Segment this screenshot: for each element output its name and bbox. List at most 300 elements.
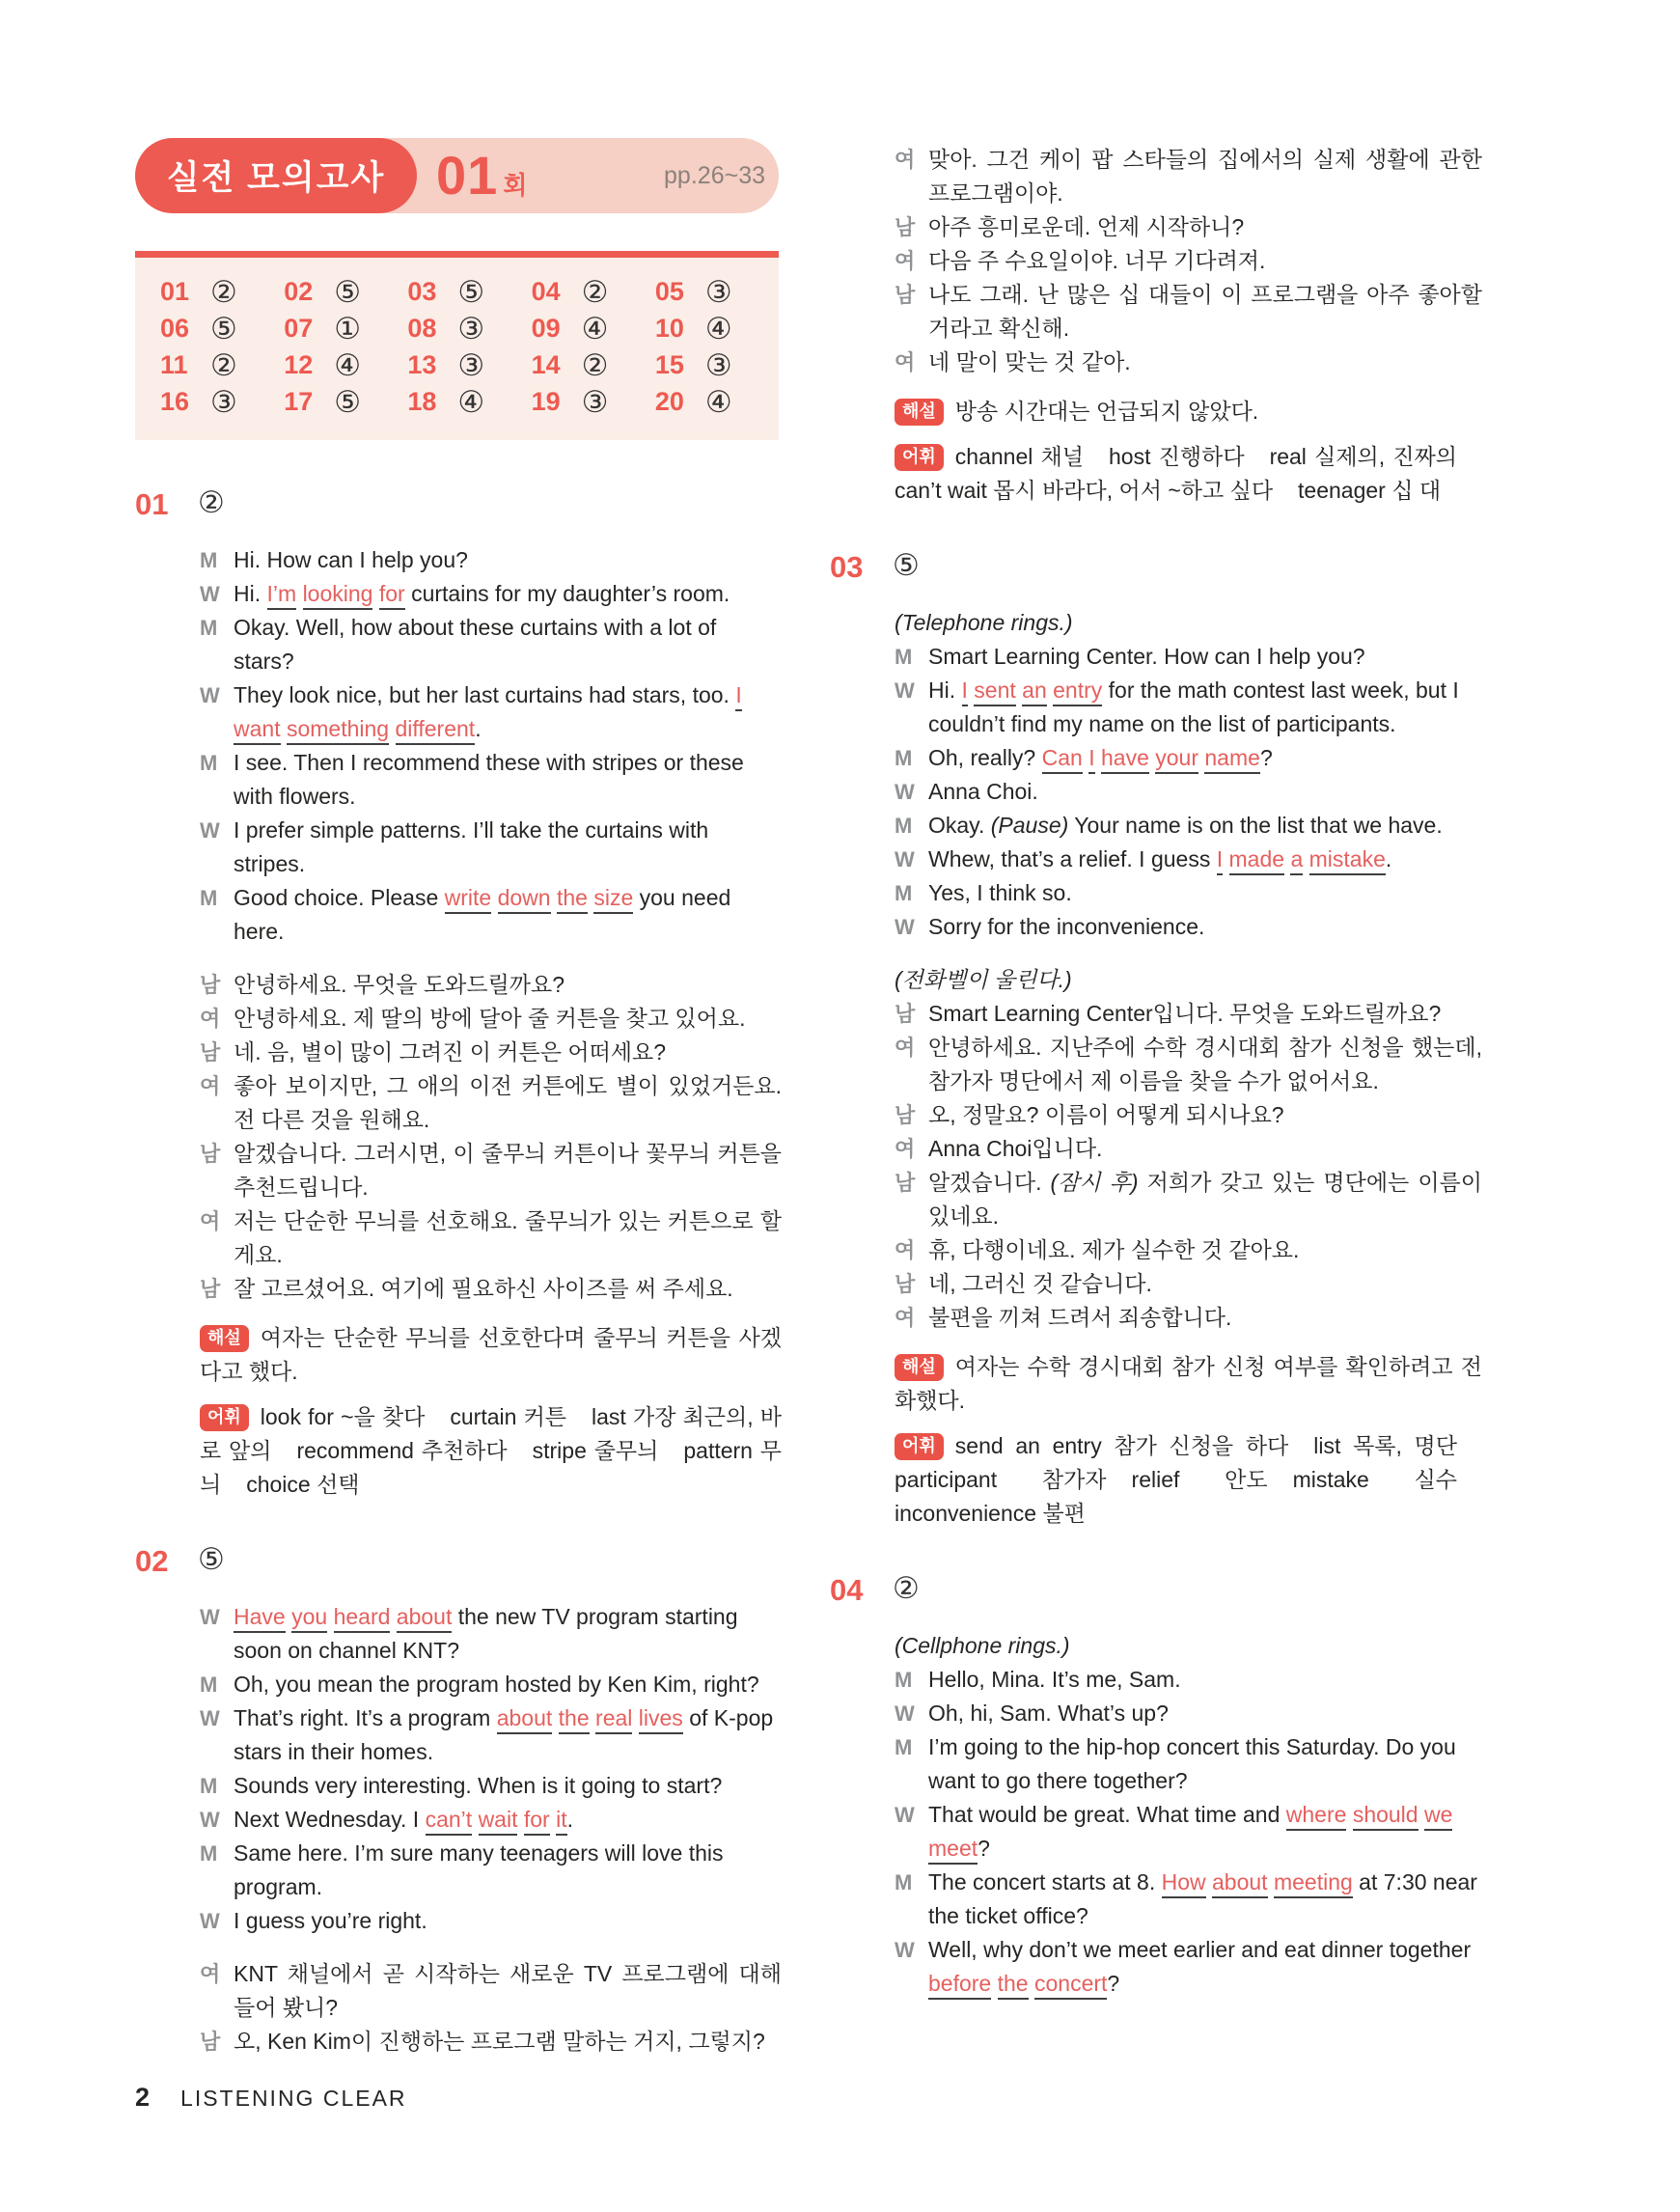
- speaker-label: 여: [200, 1007, 221, 1031]
- highlighted-word: about: [397, 1604, 453, 1633]
- dialog-line: [135, 1036, 782, 1069]
- dialog-text-segment: I guess you’re right.: [234, 1908, 427, 1933]
- dialog-line: [135, 1272, 782, 1306]
- highlighted-word: a: [1290, 846, 1303, 875]
- speaker-label: W: [200, 1808, 220, 1832]
- dialog-text-segment: (Cellphone rings.): [895, 1633, 1070, 1658]
- dialog-text-segment: 불편을 끼쳐 드려서 죄송합니다.: [928, 1305, 1232, 1330]
- dialog-text-segment: 맞아. 그건 케이 팝 스타들의 집에서의 실제 생활에 관한 프로그램이야.: [928, 147, 1482, 206]
- dialog-text-segment: Whew, that’s a relief. I guess: [928, 846, 1217, 871]
- answer-cell: [531, 274, 655, 309]
- book-title: LISTENING CLEAR: [180, 2086, 407, 2111]
- speaker-label: W: [200, 1909, 220, 1933]
- answer-question-number: 13: [407, 349, 437, 379]
- vocab-meaning: 실제의, 진짜의: [1314, 444, 1458, 469]
- dialog-line: [135, 1069, 782, 1137]
- dialog-line: [830, 910, 1482, 944]
- speaker-label: W: [895, 847, 915, 871]
- highlighted-word: the: [559, 1705, 590, 1734]
- speaker-label: 여: [895, 1306, 916, 1330]
- dialog-text-segment: (Telephone rings.): [895, 610, 1073, 635]
- answer-choice: ⑤: [334, 384, 361, 419]
- highlighted-phrase: [1217, 846, 1386, 875]
- stage-note: (잠시 후): [1050, 1170, 1139, 1195]
- dialog-text-segment: 좋아 보이지만, 그 애의 이전 커튼에도 별이 있었거든요. 전 다른 것을 원해요.: [234, 1073, 782, 1132]
- vocab-meaning: 선택: [317, 1472, 360, 1497]
- dialog-line: [830, 876, 1482, 910]
- highlighted-phrase: [962, 677, 1103, 706]
- round-label: [436, 144, 527, 207]
- answer-choice: ⑤: [334, 274, 361, 309]
- highlighted-word: concert: [1034, 1971, 1107, 2000]
- dialog-line: [830, 775, 1482, 809]
- answer-question-number: 17: [284, 386, 314, 416]
- dialog-text-segment: Your name is on the list that we have.: [1068, 813, 1443, 838]
- answer-cell: [284, 347, 407, 382]
- highlighted-word: your: [1155, 745, 1198, 774]
- speaker-label: M: [200, 616, 218, 640]
- dialog-text-segment: 안녕하세요. 무엇을 도와드릴까요?: [234, 972, 565, 997]
- speaker-label: W: [895, 678, 915, 703]
- dialog-text-segment: I’m going to the hip-hop concert this Saturday. Do you want to go there together?: [928, 1734, 1456, 1793]
- highlighted-word: made: [1229, 846, 1285, 875]
- vocab-meaning: 몹시 바라다, 어서 ~하고 싶다: [993, 478, 1274, 503]
- dialog-line: [135, 1837, 782, 1904]
- vocab-word: choice: [246, 1472, 311, 1497]
- dialog-text-segment: 나도 그래. 난 많은 십 대들이 이 프로그램을 아주 좋아할 거라고 확신해.: [928, 282, 1482, 341]
- dialog-text-segment: Anna Choi.: [928, 779, 1038, 804]
- highlighted-word: entry: [1053, 677, 1102, 706]
- answer-key-row: [160, 310, 779, 346]
- speaker-label: W: [895, 780, 915, 804]
- dialog-line: [830, 1301, 1482, 1335]
- highlighted-word: for: [524, 1807, 550, 1836]
- vocab-meaning: ~을 찾다: [341, 1404, 426, 1429]
- page-range: pp.26~33: [664, 162, 765, 189]
- vocab-item: [261, 1404, 426, 1429]
- vocab-meaning: 실수: [1414, 1467, 1458, 1492]
- speaker-label: 여: [895, 249, 916, 273]
- dialog-text-segment: Hi.: [928, 677, 962, 703]
- dialog-text-segment: 알겠습니다. 그러시면, 이 줄무늬 커튼이나 꽃무늬 커튼을 추천드립니다.: [234, 1141, 782, 1200]
- question-number: 03: [830, 550, 864, 584]
- dialog-text-segment: 네, 그러신 것 같습니다.: [928, 1271, 1152, 1296]
- vocab-badge: 어휘: [200, 1404, 249, 1431]
- dialog-line: [135, 746, 782, 814]
- vocab-word: mistake: [1292, 1467, 1369, 1492]
- dialog-english: [135, 1600, 782, 1938]
- speaker-label: W: [895, 1803, 915, 1827]
- highlighted-word: I: [1088, 745, 1094, 774]
- answer-cell: [654, 311, 779, 346]
- dialog-text-segment: at 7:30 near the ticket office?: [928, 1869, 1477, 1928]
- dialog-text-segment: Sorry for the inconvenience.: [928, 914, 1205, 939]
- answer-choice: ③: [581, 384, 609, 419]
- dialog-text-segment: Okay.: [928, 813, 991, 838]
- dialog-line: [135, 1002, 782, 1036]
- speaker-label: W: [200, 1706, 220, 1730]
- answer-choice: ③: [457, 347, 485, 382]
- question-answer: ②: [198, 485, 225, 519]
- vocab-word: relief: [1131, 1467, 1180, 1492]
- vocab-item: [895, 1501, 1086, 1526]
- dialog-line: [135, 1668, 782, 1701]
- answer-question-number: 01: [160, 276, 190, 306]
- vocab-note: [830, 440, 1482, 508]
- speaker-label: W: [895, 915, 915, 939]
- dialog-text-segment: 오, 정말요? 이름이 어떻게 되시나요?: [928, 1102, 1284, 1127]
- highlighted-word: for: [379, 581, 405, 610]
- speaker-label: M: [200, 1774, 218, 1798]
- highlighted-word: I: [1217, 846, 1223, 875]
- answer-question-number: 14: [531, 349, 561, 379]
- dialog-text-segment: 오, Ken Kim이 진행하는 프로그램 말하는 거지, 그렇지?: [234, 2029, 765, 2054]
- speaker-label: 여: [895, 1238, 916, 1262]
- speaker-label: 남: [200, 973, 221, 997]
- vocab-meaning: 목록, 명단: [1353, 1433, 1457, 1458]
- dialog-text-segment: 네. 음, 별이 많이 그려진 이 커튼은 어떠세요?: [234, 1039, 667, 1065]
- dialog-text-segment: Sounds very interesting. When is it going to start?: [234, 1773, 723, 1798]
- dialog-line: [830, 1933, 1482, 2001]
- vocab-word: send an entry: [954, 1433, 1102, 1458]
- highlighted-word: meeting: [1274, 1869, 1353, 1898]
- dialog-text-segment: Smart Learning Center. How can I help you?: [928, 644, 1365, 669]
- vocab-word: look for: [260, 1404, 334, 1429]
- answer-key-box: [135, 251, 779, 440]
- answer-question-number: 07: [284, 313, 314, 343]
- dialog-line: [135, 968, 782, 1002]
- dialog-text-segment: Okay. Well, how about these curtains with a lot of stars?: [234, 615, 717, 674]
- highlighted-phrase: [426, 1807, 567, 1836]
- highlighted-word: have: [1101, 745, 1149, 774]
- highlighted-word: name: [1204, 745, 1260, 774]
- speaker-label: M: [895, 746, 913, 770]
- exam-title: 실전 모의고사: [166, 159, 386, 197]
- dialog-english: [830, 1629, 1482, 2001]
- dialog-text-segment: I prefer simple patterns. I’ll take the curtains with stripes.: [234, 817, 709, 876]
- highlighted-word: write: [445, 885, 492, 914]
- speaker-label: 남: [895, 283, 916, 307]
- answer-question-number: 06: [160, 313, 190, 343]
- dialog-text-segment: .: [566, 1807, 573, 1832]
- highlighted-word: real: [595, 1705, 632, 1734]
- vocab-meaning: 줄무늬: [593, 1438, 659, 1463]
- vocab-meaning: 불편: [1042, 1501, 1086, 1526]
- dialog-line: [135, 1769, 782, 1803]
- dialog-text-segment: Hi.: [234, 581, 267, 606]
- highlighted-word: heard: [334, 1604, 391, 1633]
- dialog-text-segment: Anna Choi입니다.: [928, 1136, 1103, 1161]
- dialog-line: [135, 1137, 782, 1204]
- vocab-word: real: [1269, 444, 1307, 469]
- answer-question-number: 04: [531, 276, 561, 306]
- vocab-word: inconvenience: [895, 1501, 1037, 1526]
- header-band: [135, 138, 779, 213]
- speaker-label: M: [895, 1735, 913, 1759]
- highlighted-phrase: [445, 885, 634, 914]
- dialog-text-segment: of K-pop stars in their homes.: [234, 1705, 774, 1764]
- speaker-label: W: [200, 683, 220, 707]
- answer-question-number: 15: [654, 349, 684, 379]
- highlighted-word: can’t: [426, 1807, 473, 1836]
- answer-cell: [531, 384, 655, 419]
- answer-cell: [160, 384, 284, 419]
- answer-question-number: 11: [160, 349, 188, 379]
- answer-question-number: 03: [407, 276, 437, 306]
- dialog-line: [135, 678, 782, 746]
- vocab-word: pattern: [683, 1438, 753, 1463]
- speaker-label: W: [895, 1701, 915, 1726]
- dialog-line: [830, 346, 1482, 379]
- dialog-text-segment: Hello, Mina. It’s me, Sam.: [928, 1667, 1181, 1692]
- vocab-item: [1293, 1467, 1457, 1492]
- speaker-label: W: [200, 818, 220, 843]
- dialog-korean: [135, 968, 782, 1306]
- speaker-label: 남: [200, 1040, 221, 1065]
- highlighted-word: where: [1286, 1802, 1347, 1831]
- speaker-label: M: [200, 751, 218, 775]
- dialog-text-segment: 알겠습니다.: [928, 1170, 1051, 1195]
- vocab-badge: 어휘: [895, 1433, 944, 1460]
- highlighted-word: the: [557, 885, 588, 914]
- dialog-korean: [135, 1957, 782, 2059]
- highlighted-word: different: [396, 716, 476, 745]
- highlighted-word: about: [1212, 1869, 1268, 1898]
- speaker-label: 여: [895, 350, 916, 374]
- answer-question-number: 02: [284, 276, 314, 306]
- vocab-item: [296, 1438, 507, 1463]
- vocab-meaning: 진행하다: [1158, 444, 1245, 469]
- answer-cell: [284, 274, 407, 309]
- answer-cell: [160, 311, 284, 346]
- explanation-text: 여자는 단순한 무늬를 선호한다며 줄무늬 커튼을 사겠다고 했다.: [200, 1325, 782, 1384]
- dialog-line: [830, 1233, 1482, 1267]
- question-header: [135, 1544, 782, 1579]
- dialog-text-segment: They look nice, but her last curtains had stars, too.: [234, 682, 736, 707]
- answer-choice: ④: [457, 384, 485, 419]
- highlighted-word: sent: [974, 677, 1015, 706]
- vocab-meaning: 안도: [1225, 1467, 1268, 1492]
- highlighted-word: it: [556, 1807, 567, 1836]
- question-answer: ⑤: [198, 1542, 225, 1576]
- dialog-text-segment: 네 말이 맞는 것 같아.: [928, 349, 1131, 374]
- vocab-word: can’t wait: [895, 478, 987, 503]
- answer-choice: ②: [581, 274, 609, 309]
- speaker-label: M: [200, 1841, 218, 1866]
- highlighted-phrase: [928, 1971, 1107, 2000]
- dialog-text-segment: curtains for my daughter’s room.: [404, 581, 730, 606]
- answer-choice: ③: [457, 311, 485, 346]
- dialog-text-segment: ?: [1107, 1971, 1120, 1996]
- vocab-meaning: 참가자: [1041, 1467, 1107, 1492]
- answer-choice: ①: [334, 311, 361, 346]
- vocab-note: [135, 1400, 782, 1502]
- answer-cell: [407, 347, 531, 382]
- dialog-line: [830, 1697, 1482, 1730]
- speaker-label: M: [895, 645, 913, 669]
- answer-key-row: [160, 346, 779, 383]
- speaker-label: 여: [200, 1209, 221, 1233]
- explanation-note: [135, 1321, 782, 1389]
- highlighted-word: want: [234, 716, 281, 745]
- answer-cell: [284, 311, 407, 346]
- dialog-line: [830, 1132, 1482, 1166]
- highlighted-phrase: [234, 1604, 452, 1633]
- vocab-word: curtain: [450, 1404, 517, 1429]
- dialog-line: [830, 843, 1482, 876]
- speaker-label: M: [895, 814, 913, 838]
- vocab-item: [1298, 478, 1441, 503]
- dialog-text-segment: Well, why don’t we meet earlier and eat dinner together: [928, 1937, 1472, 1962]
- dialog-line: [830, 1098, 1482, 1132]
- answer-cell: [654, 274, 779, 309]
- answer-question-number: 20: [654, 386, 684, 416]
- highlighted-word: I: [962, 677, 968, 706]
- explanation-note: [830, 1350, 1482, 1418]
- vocab-item: [1313, 1433, 1457, 1458]
- exam-title-badge: [135, 138, 417, 213]
- answer-choice: ④: [334, 347, 361, 382]
- answer-cell: [531, 311, 655, 346]
- vocab-badge: 어휘: [895, 444, 944, 471]
- explanation-text: 여자는 수학 경시대회 참가 신청 여부를 확인하려고 전화했다.: [895, 1354, 1482, 1413]
- speaker-label: M: [895, 881, 913, 905]
- explanation-badge: 해설: [200, 1325, 249, 1352]
- dialog-text-segment: 안녕하세요. 지난주에 수학 경시대회 참가 신청을 했는데, 참가자 명단에서 제 이름을 찾을 수가 없어서요.: [928, 1035, 1482, 1093]
- dialog-korean: [830, 963, 1482, 1335]
- stage-direction: [830, 606, 1482, 640]
- highlighted-word: should: [1353, 1802, 1418, 1831]
- dialog-text-segment: Yes, I think so.: [928, 880, 1072, 905]
- answer-cell: [654, 384, 779, 419]
- dialog-text-segment: the new TV program starting soon on channel KNT?: [234, 1604, 738, 1663]
- highlighted-phrase: [1162, 1869, 1353, 1898]
- dialog-text-segment: Good choice. Please: [234, 885, 445, 910]
- dialog-text-segment: KNT 채널에서 곧 시작하는 새로운 TV 프로그램에 대해 들어 봤니?: [234, 1961, 782, 2020]
- highlighted-word: I: [735, 682, 741, 711]
- vocab-item: [1132, 1467, 1268, 1492]
- vocab-meaning: 참가 신청을 하다: [1114, 1433, 1289, 1458]
- dialog-text-segment: I see. Then I recommend these with stripes or these with flowers.: [234, 750, 744, 809]
- answer-choice: ⑤: [210, 311, 237, 346]
- highlighted-word: Can: [1042, 745, 1083, 774]
- dialog-line: [830, 997, 1482, 1031]
- speaker-label: M: [200, 886, 218, 910]
- question-number: 04: [830, 1573, 864, 1607]
- answer-choice: ④: [581, 311, 609, 346]
- answer-question-number: 09: [531, 313, 561, 343]
- dialog-text-segment: 안녕하세요. 제 딸의 방에 달아 줄 커튼을 찾고 있어요.: [234, 1006, 746, 1031]
- answer-question-number: 05: [654, 276, 684, 306]
- highlighted-word: before: [928, 1971, 991, 2000]
- dialog-text-segment: Oh, really?: [928, 745, 1042, 770]
- dialog-line: [830, 1031, 1482, 1098]
- answer-question-number: 10: [654, 313, 684, 343]
- dialog-text-segment: Smart Learning Center입니다. 무엇을 도와드릴까요?: [928, 1001, 1442, 1026]
- page-number: 2: [135, 2083, 151, 2112]
- speaker-label: 남: [895, 1103, 916, 1127]
- answer-choice: ④: [704, 384, 732, 419]
- dialog-line: [830, 278, 1482, 346]
- explanation-text: 방송 시간대는 언급되지 않았다.: [954, 399, 1259, 424]
- highlighted-phrase: [267, 581, 405, 610]
- dialog-text-segment: That’s right. It’s a program: [234, 1705, 497, 1730]
- round-suffix: 회: [503, 171, 528, 200]
- answer-cell: [407, 311, 531, 346]
- speaker-label: 남: [200, 1277, 221, 1301]
- dialog-text-segment: Oh, you mean the program hosted by Ken Kim, right?: [234, 1672, 759, 1697]
- dialog-text-segment: Hi. How can I help you?: [234, 547, 468, 572]
- speaker-label: M: [200, 548, 218, 572]
- dialog-line: [830, 674, 1482, 741]
- dialog-line: [830, 1267, 1482, 1301]
- highlighted-word: about: [497, 1705, 553, 1734]
- dialog-line: [135, 1803, 782, 1837]
- vocab-item: [955, 1433, 1288, 1458]
- explanation-badge: 해설: [895, 399, 944, 426]
- dialog-text-segment: .: [1385, 846, 1392, 871]
- vocab-item: [450, 1404, 566, 1429]
- highlighted-word: Have: [234, 1604, 286, 1633]
- speaker-label: M: [895, 1870, 913, 1894]
- stage-direction: [830, 1629, 1482, 1663]
- speaker-label: 여: [895, 1036, 916, 1060]
- answer-cell: [531, 347, 655, 382]
- vocab-word: recommend: [296, 1438, 414, 1463]
- stage-direction: [830, 963, 1482, 997]
- answer-choice: ②: [210, 347, 237, 382]
- dialog-line: [830, 809, 1482, 843]
- highlighted-word: How: [1162, 1869, 1206, 1898]
- answer-choice: ④: [704, 311, 732, 346]
- vocab-item: [955, 444, 1084, 469]
- vocab-meaning: 추천하다: [421, 1438, 508, 1463]
- answer-choice: ③: [704, 274, 732, 309]
- vocab-item: [1270, 444, 1457, 469]
- dialog-text-segment: 저는 단순한 무늬를 선호해요. 줄무늬가 있는 커튼으로 할게요.: [234, 1208, 782, 1267]
- dialog-line: [830, 1866, 1482, 1933]
- answer-choice: ②: [210, 274, 237, 309]
- speaker-label: 남: [895, 215, 916, 239]
- dialog-line: [830, 1166, 1482, 1233]
- answer-cell: [407, 274, 531, 309]
- question-header: [135, 487, 782, 522]
- answer-cell: [284, 384, 407, 419]
- dialog-text-segment: Same here. I’m sure many teenagers will love this program.: [234, 1840, 724, 1899]
- vocab-meaning: 채널: [1040, 444, 1084, 469]
- dialog-english: [830, 606, 1482, 944]
- vocab-meaning: 무늬: [200, 1438, 783, 1497]
- highlighted-word: size: [593, 885, 633, 914]
- vocab-meaning: 십 대: [1391, 478, 1442, 503]
- highlighted-word: down: [498, 885, 551, 914]
- vocab-word: last: [592, 1404, 626, 1429]
- vocab-item: [533, 1438, 659, 1463]
- answer-cell: [654, 347, 779, 382]
- dialog-line: [135, 881, 782, 949]
- vocab-word: channel: [954, 444, 1033, 469]
- answer-cell: [160, 347, 284, 382]
- dialog-line: [830, 741, 1482, 775]
- speaker-label: 남: [895, 1002, 916, 1026]
- dialog-line: [135, 1204, 782, 1272]
- stage-note: (Pause): [990, 813, 1069, 838]
- dialog-line: [830, 640, 1482, 674]
- answer-choice: ⑤: [457, 274, 485, 309]
- dialog-text-segment: 아주 흥미로운데. 언제 시작하니?: [928, 214, 1245, 239]
- vocab-item: [1109, 444, 1245, 469]
- highlighted-word: an: [1022, 677, 1047, 706]
